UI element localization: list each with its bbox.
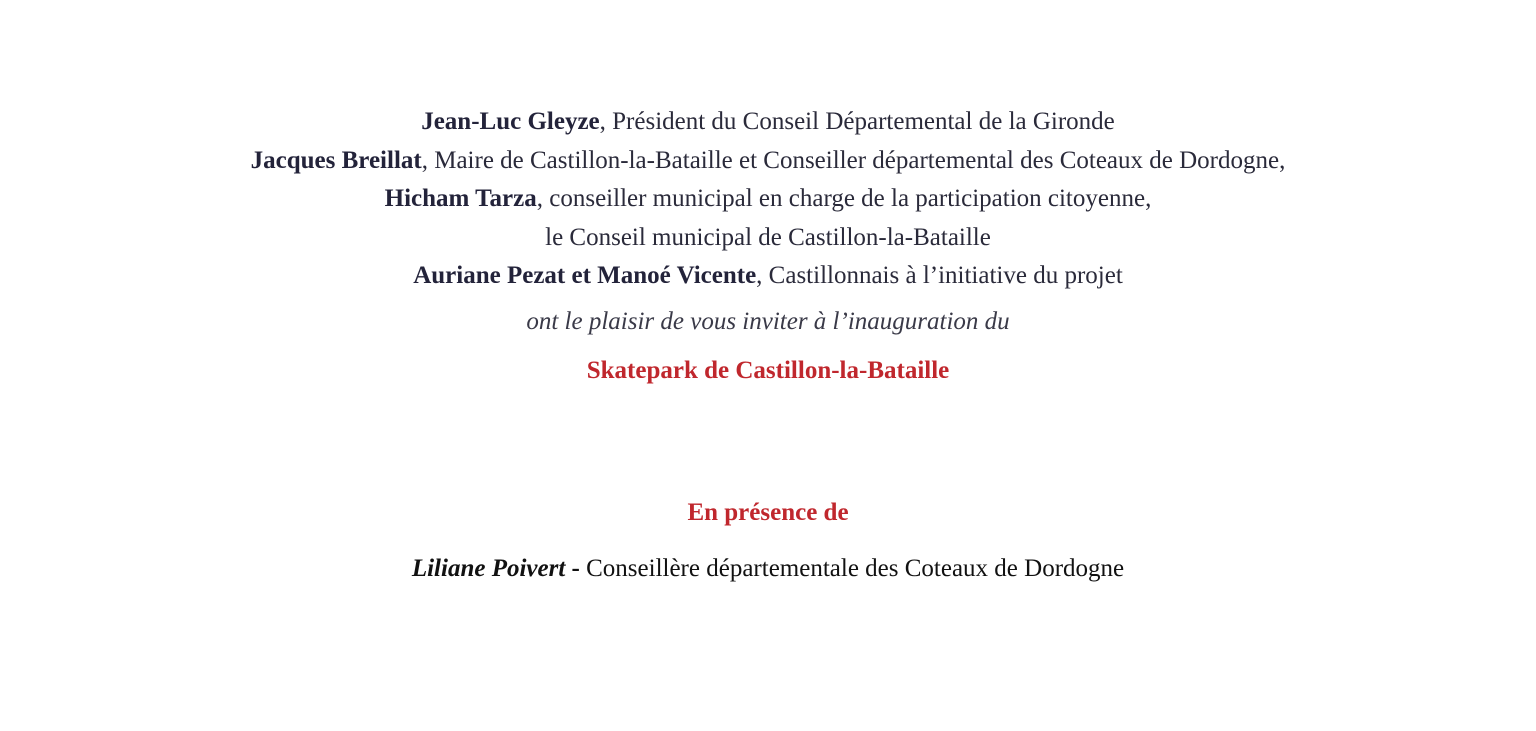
host-line bbox=[0, 257, 1536, 296]
guest-role: Conseillère départementale des Coteaux de Dordogne bbox=[586, 555, 1125, 582]
host-line bbox=[0, 142, 1536, 181]
invite-text: ont le plaisir de vous inviter à l’inauguration du bbox=[526, 308, 1010, 335]
host-line bbox=[0, 103, 1536, 142]
hosts-block bbox=[0, 103, 1536, 296]
guest-separator: - bbox=[565, 555, 587, 582]
host-line bbox=[0, 219, 1536, 258]
host-name: Jacques Breillat bbox=[250, 146, 422, 174]
host-line bbox=[0, 180, 1536, 219]
host-role: , Castillonnais à l’initiative du projet bbox=[756, 262, 1123, 289]
host-role: , Maire de Castillon-la-Bataille et Conseiller départemental des Coteaux de Dordogne, bbox=[421, 146, 1286, 174]
host-role: le Conseil municipal de Castillon-la-Bataille bbox=[545, 223, 991, 251]
host-name: Hicham Tarza bbox=[384, 185, 537, 212]
presence-heading: En présence de bbox=[687, 499, 849, 526]
guest-name: Liliane Poivert bbox=[411, 555, 566, 582]
host-role: , Président du Conseil Départemental de la Gironde bbox=[599, 108, 1115, 135]
host-role: , conseiller municipal en charge de la participation citoyenne, bbox=[536, 185, 1152, 212]
host-name: Auriane Pezat et Manoé Vicente bbox=[413, 262, 757, 289]
event-title: Skatepark de Castillon-la-Bataille bbox=[586, 357, 950, 384]
host-name: Jean-Luc Gleyze bbox=[421, 108, 600, 135]
guest-line bbox=[0, 555, 1536, 583]
